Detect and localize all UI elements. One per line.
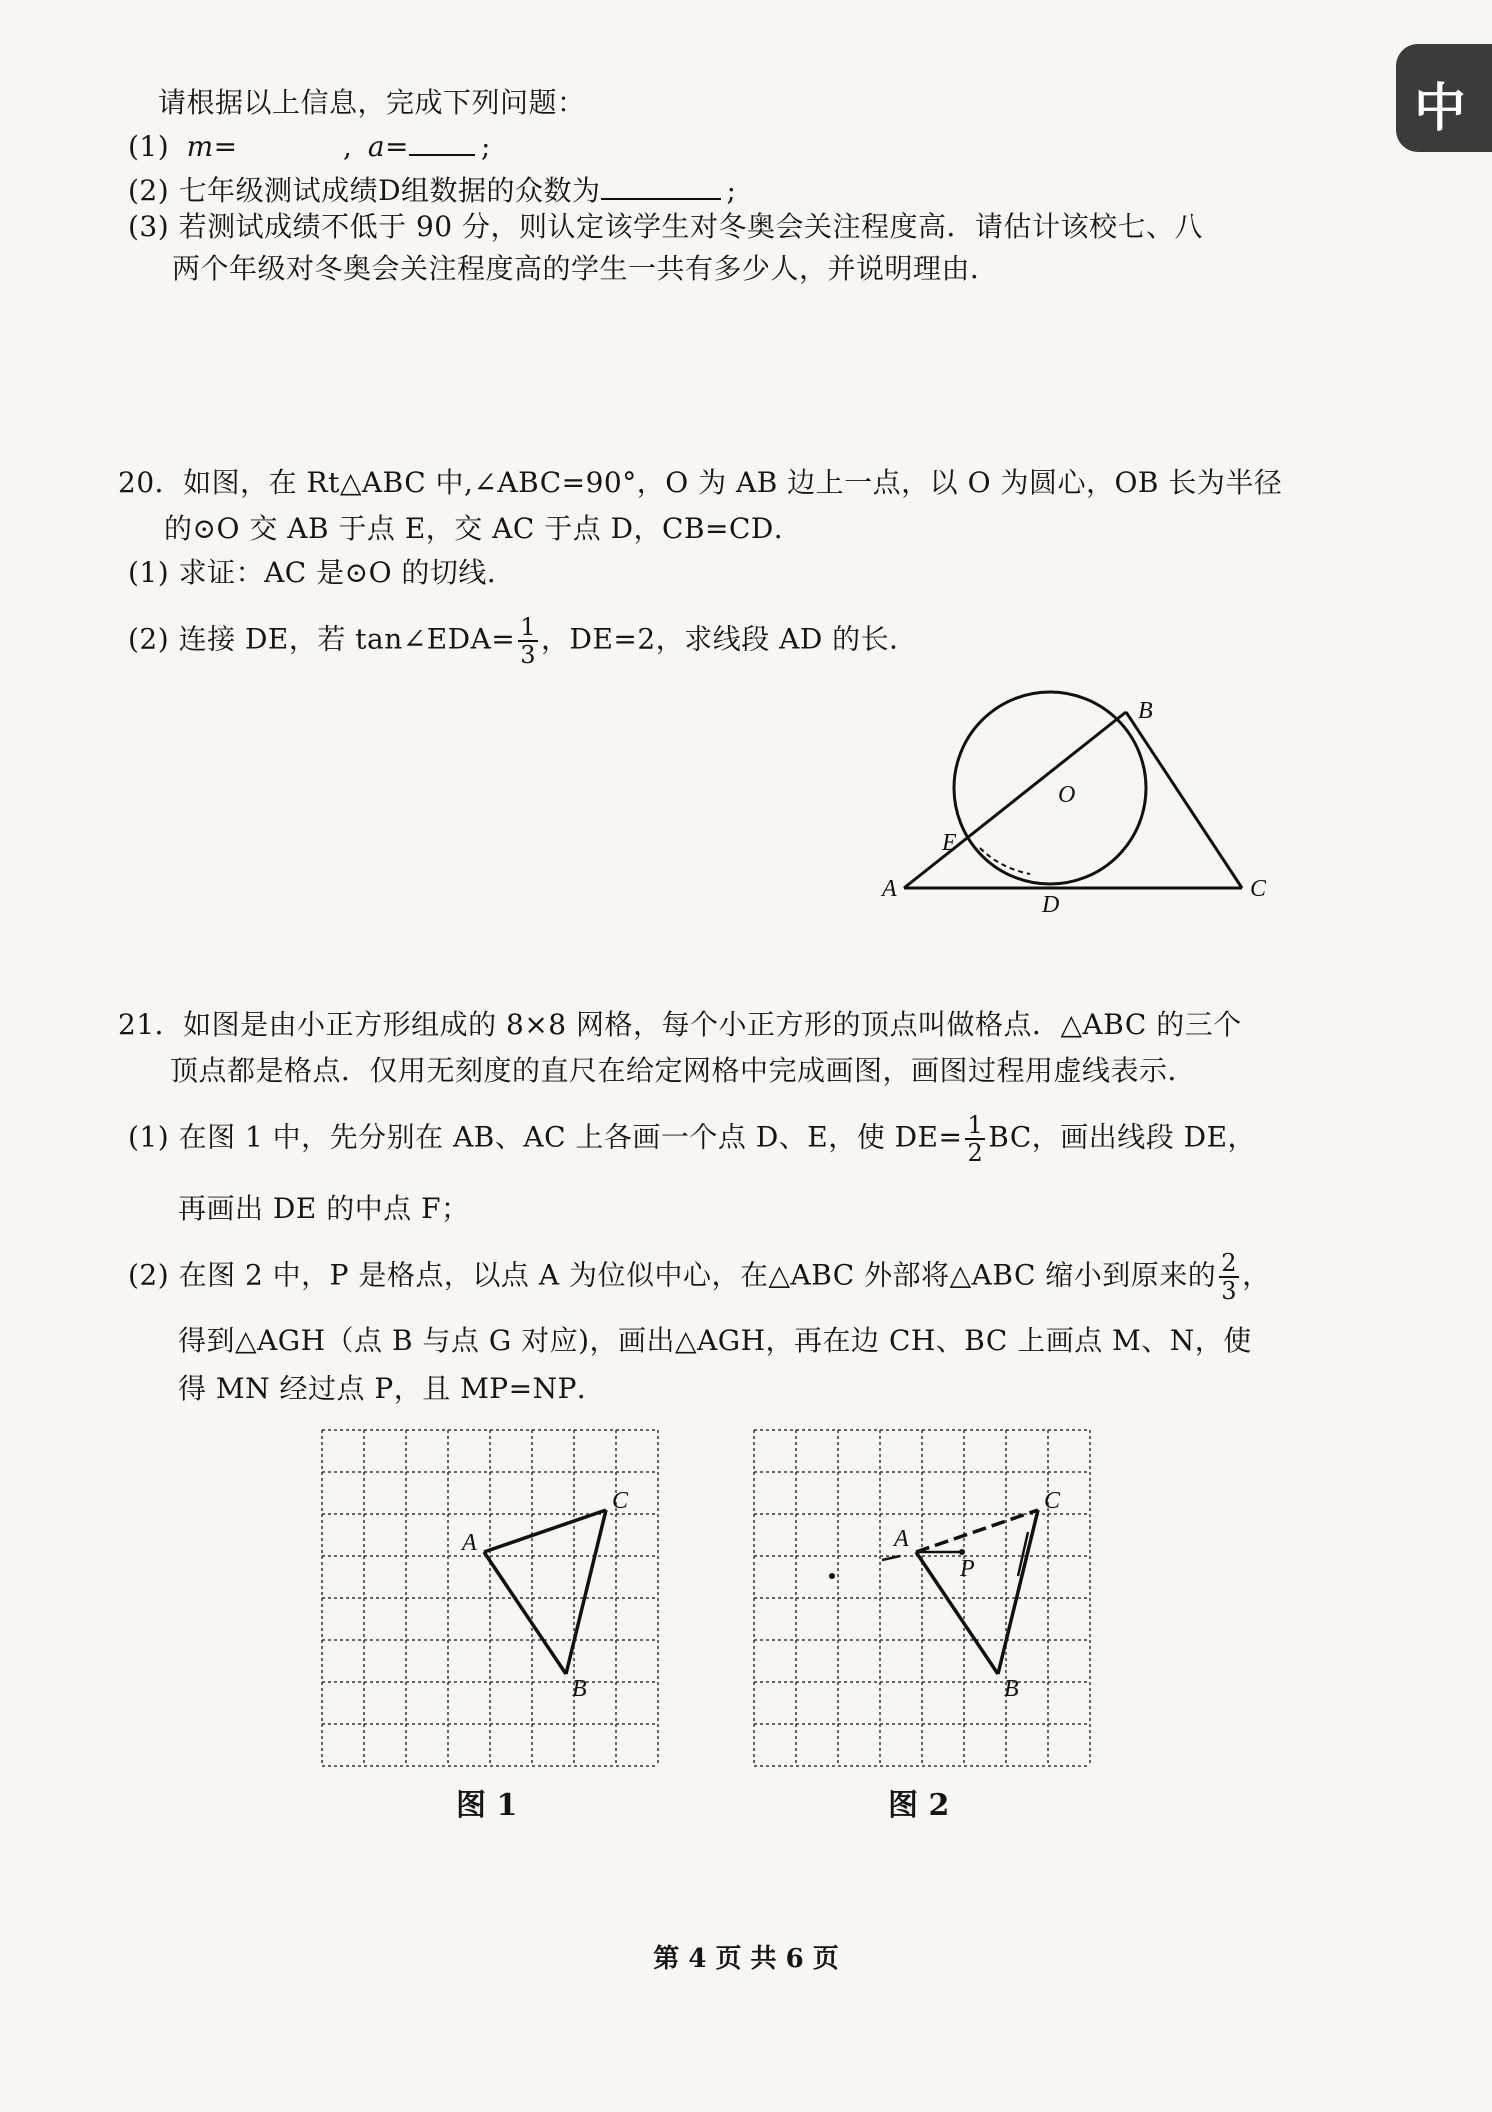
- q19-intro: 请根据以上信息，完成下列问题：: [158, 86, 586, 119]
- q19-part3-line2: 两个年级对冬奥会关注程度高的学生一共有多少人，并说明理由．: [172, 252, 999, 285]
- q19-a-blank: [409, 128, 475, 156]
- fig2-segment-ac: [916, 1510, 1038, 1552]
- fig2-caption: 图 2: [888, 1788, 950, 1823]
- fig2-label-b: B: [1004, 1676, 1019, 1702]
- label-e: E: [942, 830, 957, 856]
- q21-part1: (1) 在图 1 中，先分别在 AB、AC 上各画一个点 D、E，使 DE= $\frac{1}{2}$ BC，画出线段 DE，: [128, 1111, 1257, 1167]
- q21-part2: (2) 在图 2 中，P 是格点，以点 A 为位似中心，在△ABC 外部将△ABC 缩小到原来的 $\frac{2}{3}$ ，: [128, 1249, 1271, 1305]
- q19-m-label: m=: [186, 130, 238, 163]
- fig2-segment-ab: [916, 1552, 998, 1674]
- q20-figure: [880, 690, 1280, 930]
- q19-mode-blank: [601, 172, 721, 200]
- q20-part1: (1) 求证：AC 是⊙O 的切线．: [128, 556, 516, 589]
- fraction-one-half: $\frac{1}{2}$: [967, 1111, 984, 1167]
- q20-part2: (2) 连接 DE，若 tan∠EDA= $\frac{1}{3}$ ，DE=2，求线段 AD 的长．: [128, 613, 918, 669]
- label-d: D: [1042, 892, 1060, 918]
- fig2-label-c: C: [1044, 1488, 1061, 1514]
- fraction-two-thirds: $\frac{2}{3}$: [1221, 1249, 1238, 1305]
- q21-part2-line3: 得 MN 经过点 P，且 MP=NP．: [178, 1372, 606, 1405]
- label-o: O: [1058, 782, 1076, 808]
- fig1-segment-ab: [484, 1552, 566, 1674]
- corner-badge: [1396, 44, 1492, 152]
- segment-bc: [1126, 712, 1242, 888]
- fig2-label-a: A: [894, 1526, 909, 1552]
- q21-part2-line2: 得到△AGH（点 B 与点 G 对应)，画出△AGH，再在边 CH、BC 上画点 M、N，使: [178, 1324, 1252, 1357]
- fig1-label-a: A: [462, 1530, 477, 1556]
- badge-glyph: 中: [1414, 79, 1467, 139]
- q19-part1: (1) m= , a= ;: [128, 130, 491, 163]
- q19-part1-num: (1): [128, 130, 170, 163]
- q21-line1: 21．如图是由小正方形组成的 8×8 网格，每个小正方形的顶点叫做格点．△ABC 的三个: [118, 1008, 1242, 1041]
- q19-a-label: a=: [367, 130, 409, 163]
- fig1-segment-bc: [566, 1510, 606, 1674]
- q19-part3-line1: (3) 若测试成绩不低于 90 分，则认定该学生对冬奥会关注程度高．请估计该校七、八: [128, 210, 1203, 243]
- q21-line2: 顶点都是格点．仅用无刻度的直尺在给定网格中完成画图，画图过程用虚线表示．: [170, 1054, 1197, 1087]
- grid-figure-2: [750, 1426, 1094, 1770]
- fig2-segment-bc: [998, 1510, 1038, 1674]
- fig1-segment-ac: [484, 1510, 606, 1552]
- fraction-one-third: $\frac{1}{3}$: [520, 613, 537, 669]
- segment-ab: [904, 712, 1126, 888]
- q20-line1: 20．如图，在 Rt△ABC 中,∠ABC=90°，O 为 AB 边上一点，以 O 为圆心，OB 长为半径: [118, 466, 1283, 499]
- fig1-caption: 图 1: [456, 1788, 518, 1823]
- q19-m-blank: [238, 128, 328, 156]
- fig1-label-c: C: [612, 1488, 629, 1514]
- page-footer: 第 4 页 共 6 页: [653, 1944, 839, 1974]
- fig2-label-p: P: [960, 1556, 975, 1582]
- q21-part1-line2: 再画出 DE 的中点 F；: [178, 1192, 470, 1225]
- grid-figure-1: [318, 1426, 662, 1770]
- label-a: A: [882, 876, 897, 902]
- label-c: C: [1250, 876, 1267, 902]
- q20-line2: 的⊙O 交 AB 于点 E，交 AC 于点 D，CB=CD．: [164, 512, 803, 545]
- q19-part2: (2) 七年级测试成绩D组数据的众数为 ;: [128, 174, 737, 207]
- fig1-label-b: B: [572, 1676, 587, 1702]
- label-b: B: [1138, 698, 1153, 724]
